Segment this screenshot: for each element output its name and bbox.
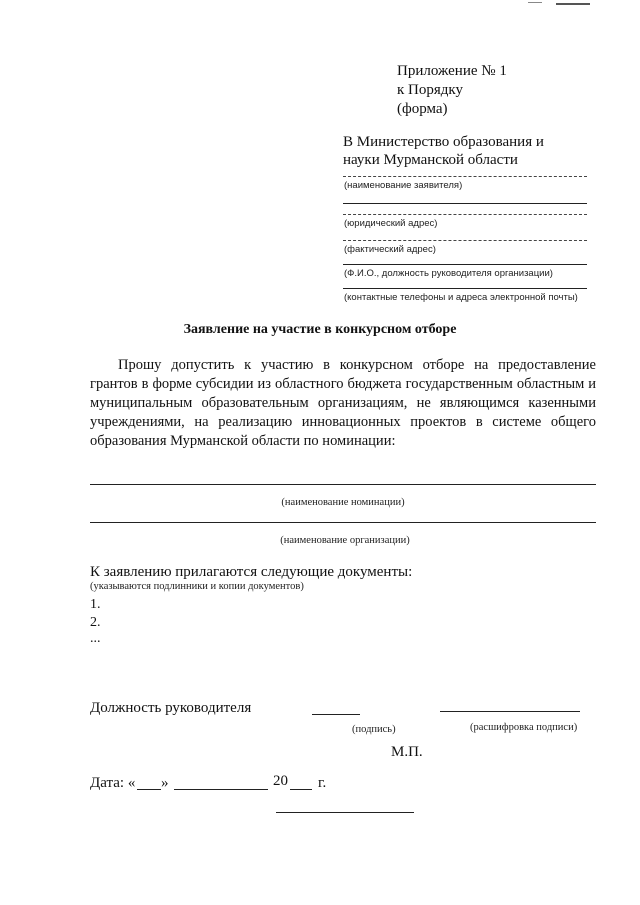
signature-caption: (подпись): [352, 724, 396, 735]
date-year-suffix: г.: [318, 775, 327, 791]
organization-caption: (наименование организации): [280, 535, 410, 546]
attachment-item: 1.: [90, 597, 101, 612]
decode-line: [440, 711, 580, 712]
attachment-item: ...: [90, 631, 101, 646]
date-year-prefix: 20: [273, 773, 288, 789]
recipient-line-1: В Министерство образования и: [343, 134, 544, 150]
application-body: Прошу допустить к участию в конкурсном отборе на предоставление грантов в форме субсидии из областного бюджета государственным областным и муниципальным образовательным организациям, не являющимся казенными учреждениями, на реализацию инновационных проектов в системе общего образования Мурманской области по номинации:: [90, 357, 596, 449]
attachments-heading: К заявлению прилагаются следующие документы:: [90, 564, 413, 580]
appendix-form: (форма): [397, 101, 448, 117]
organization-line: [90, 522, 596, 523]
signature-line: [312, 714, 360, 715]
bottom-line: [276, 812, 414, 813]
applicant-name-line: [343, 176, 587, 177]
legal-address-line: [343, 214, 587, 215]
date-day-line: [137, 789, 161, 790]
scan-mark: [528, 2, 542, 3]
recipient-line-2: науки Мурманской области: [343, 152, 518, 168]
legal-address-caption: (юридический адрес): [344, 218, 438, 229]
date-year-line: [290, 789, 312, 790]
applicant-extra-line: [343, 203, 587, 204]
director-line: [343, 264, 587, 265]
actual-address-line: [343, 240, 587, 241]
appendix-order: к Порядку: [397, 82, 463, 98]
director-caption: (Ф.И.О., должность руководителя организации): [344, 268, 553, 279]
document-title: Заявление на участие в конкурсном отборе: [183, 322, 457, 337]
attachments-note: (указываются подлинники и копии документов): [90, 581, 304, 592]
actual-address-caption: (фактический адрес): [344, 244, 436, 255]
nomination-line: [90, 484, 596, 485]
date-month-line: [174, 789, 268, 790]
stamp-place: М.П.: [391, 744, 423, 760]
attachment-item: 2.: [90, 615, 101, 630]
date-label: Дата: «: [90, 775, 136, 791]
contacts-line: [343, 288, 587, 289]
scan-mark: [556, 3, 590, 5]
contacts-caption: (контактные телефоны и адреса электронной почты): [344, 292, 578, 303]
position-label: Должность руководителя: [90, 700, 252, 716]
nomination-caption: (наименование номинации): [281, 497, 405, 508]
date-close-quote: »: [161, 775, 169, 791]
applicant-name-caption: (наименование заявителя): [344, 180, 463, 191]
appendix-number: Приложение № 1: [397, 63, 507, 79]
decode-caption: (расшифровка подписи): [470, 722, 578, 733]
